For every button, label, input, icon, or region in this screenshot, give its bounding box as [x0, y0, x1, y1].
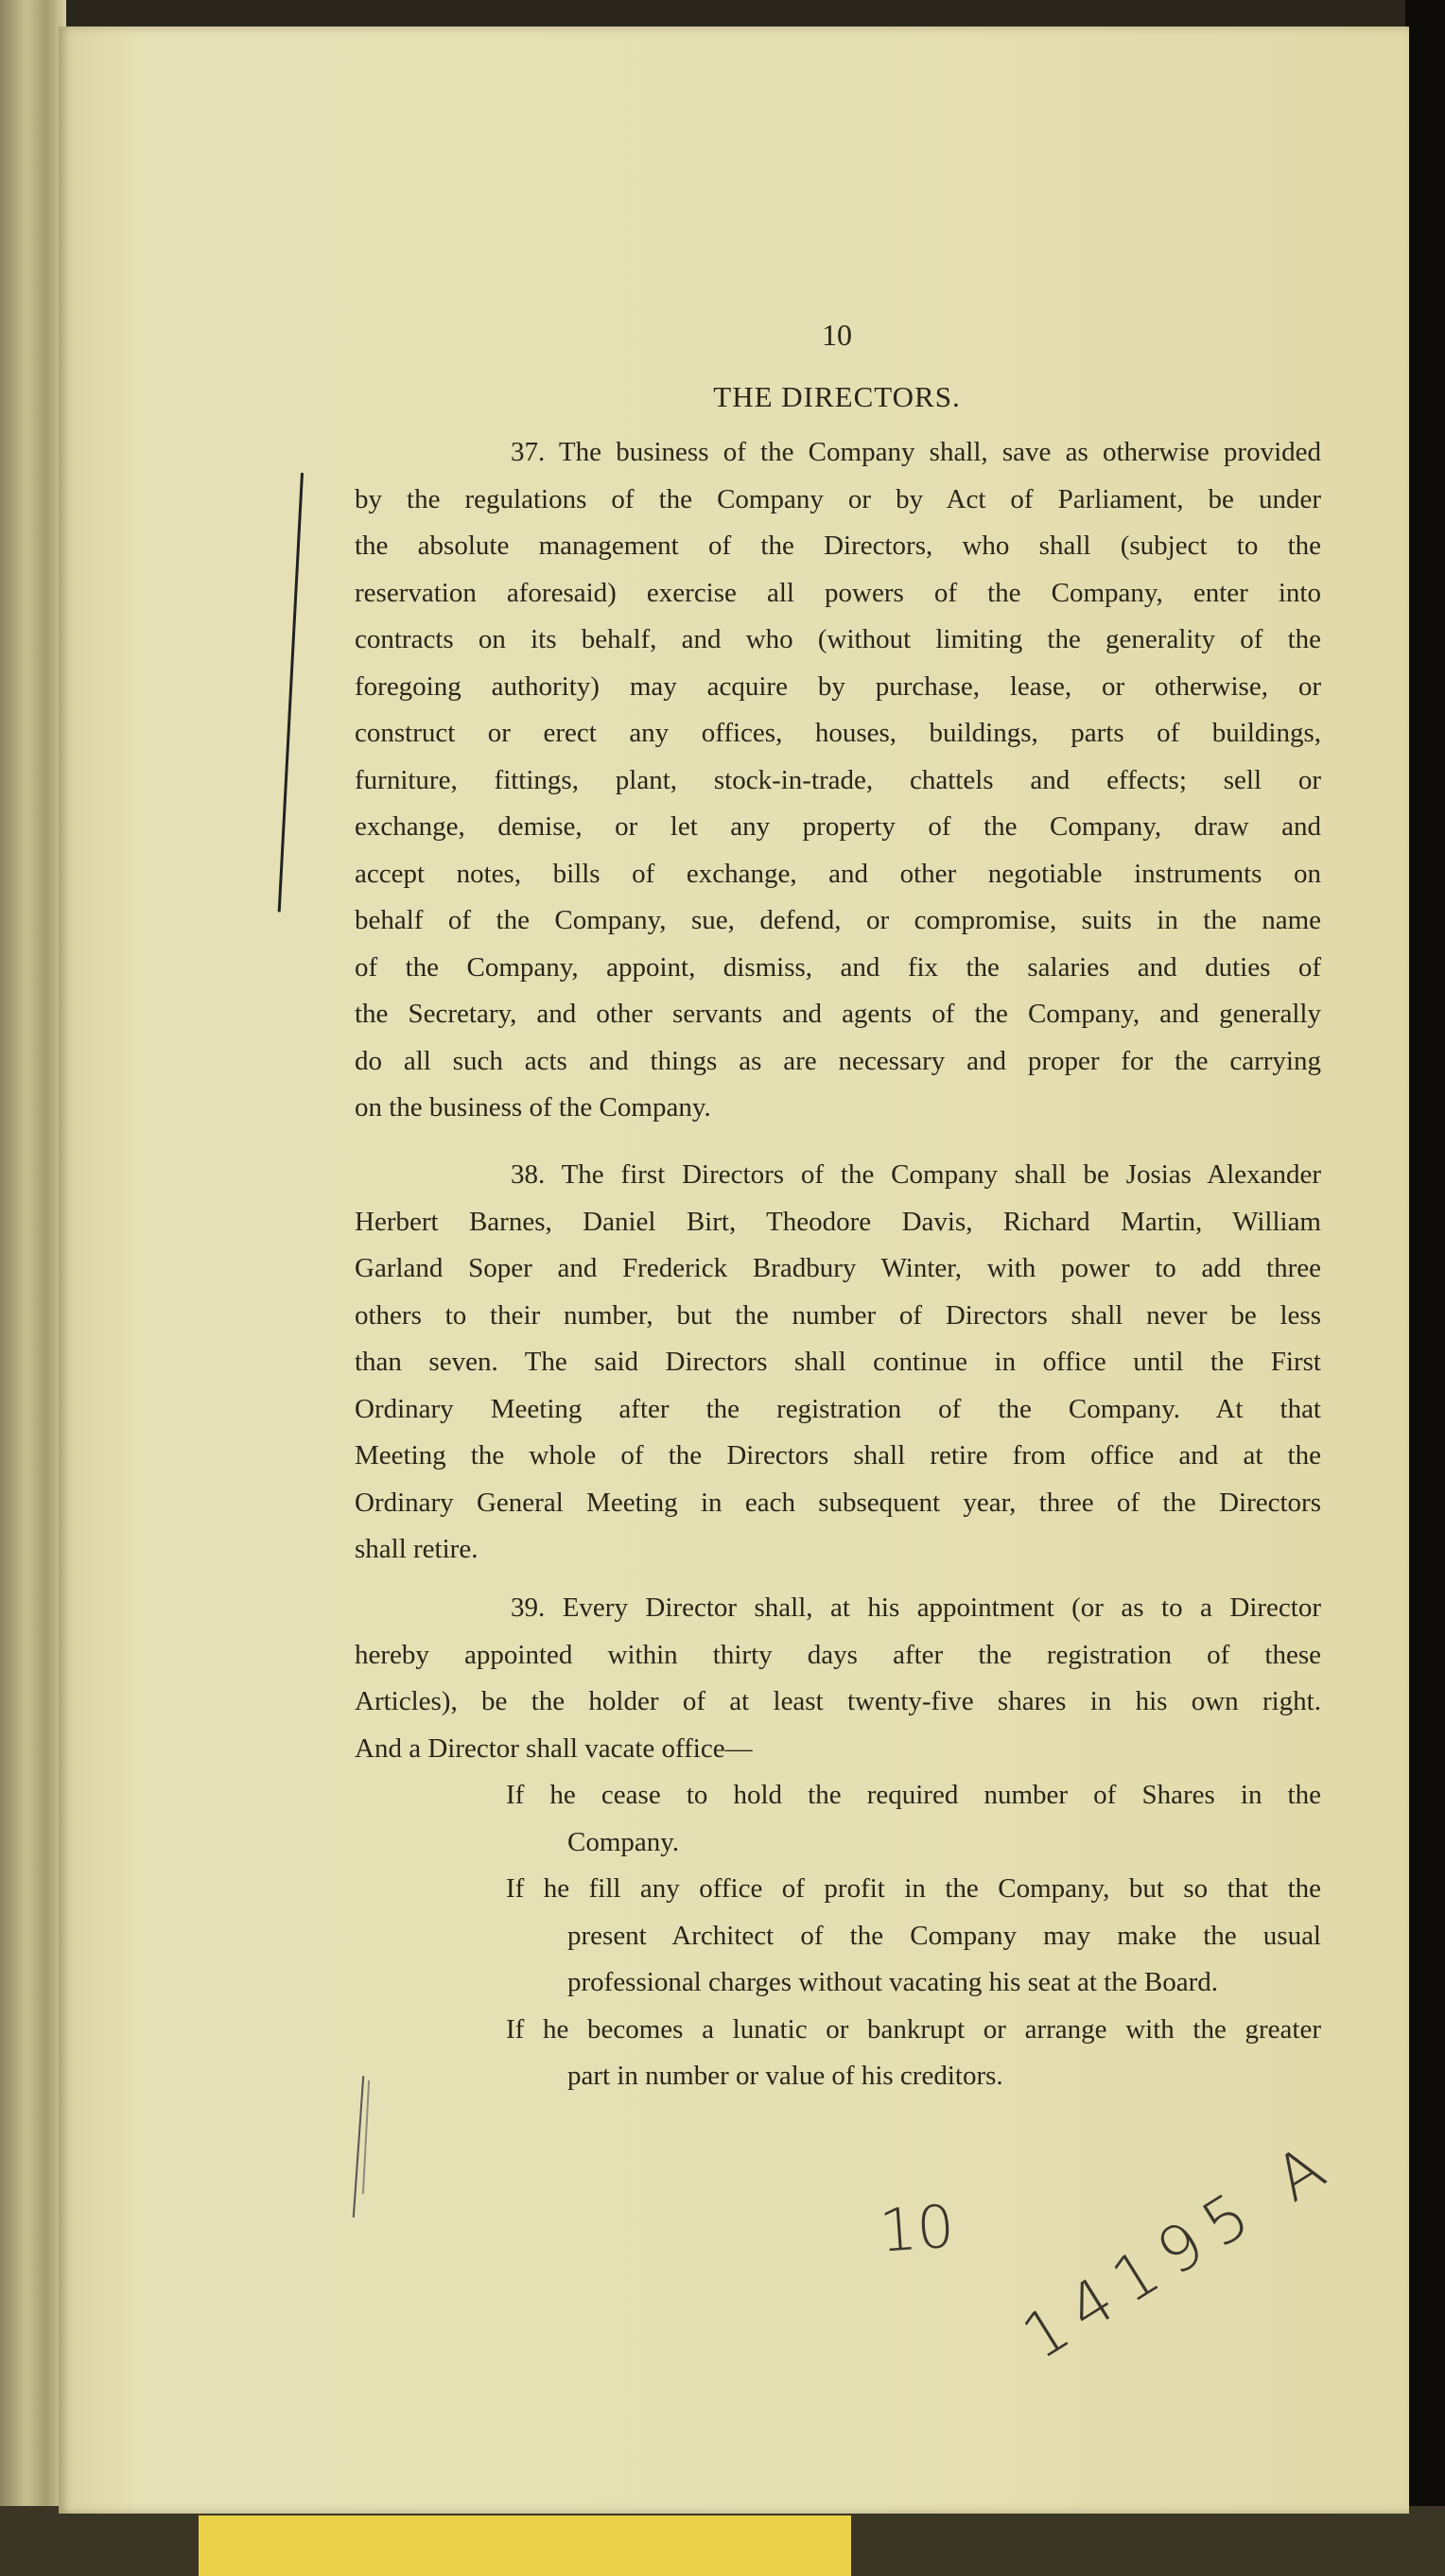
text-line: hereby appointed within thirty days after the registration of these: [355, 1639, 1321, 1670]
handwritten-folio: 10: [877, 2191, 957, 2266]
text-line: the Secretary, and other servants and agents of the Company, and generally: [355, 999, 1321, 1029]
text-line: part in number or value of his creditors.: [567, 2061, 1003, 2091]
text-line: 37. The business of the Company shall, save as otherwise provided: [511, 437, 1321, 467]
text-line: the absolute management of the Directors, who shall (subject to the: [355, 531, 1321, 561]
text-line: others to their number, but the number of Directors shall never be less: [355, 1299, 1321, 1331]
text-line: If he cease to hold the required number of Shares in the: [506, 1780, 1321, 1810]
text-line: 38. The first Directors of the Company shall be Josias Alexander: [511, 1159, 1321, 1190]
scan-background-edge: [1405, 0, 1445, 2576]
text-line: 39. Every Director shall, at his appointment (or as to a Director: [511, 1593, 1321, 1623]
vacate-condition-item: [355, 1866, 1321, 2007]
book-spine-edge: [0, 0, 66, 2576]
text-line: If he fill any office of profit in the Company, but so that the: [506, 1873, 1321, 1904]
text-line: contracts on its behalf, and who (without limiting the generality of the: [355, 624, 1321, 654]
text-line: Ordinary Meeting after the registration of the Company. At that: [355, 1393, 1321, 1424]
page-number: 10: [822, 318, 852, 352]
text-line: behalf of the Company, sue, defend, or compromise, suits in the name: [355, 905, 1321, 935]
paragraph-39: [355, 1585, 1321, 2100]
paragraph-37: [355, 429, 1321, 1132]
text-line: Garland Soper and Frederick Bradbury Winter, with power to add three: [355, 1253, 1321, 1283]
text-line: Articles), be the holder of at least twenty-five shares in his own right.: [355, 1686, 1321, 1716]
handwritten-reference: 14195 A: [1010, 2124, 1349, 2375]
text-line: foregoing authority) may acquire by purchase, lease, or otherwise, or: [355, 670, 1321, 702]
text-line: exchange, demise, or let any property of the Company, draw and: [355, 811, 1321, 842]
text-line: And a Director shall vacate office—: [355, 1732, 753, 1764]
text-line: of the Company, appoint, dismiss, and fix the salaries and duties of: [355, 951, 1321, 983]
text-line: than seven. The said Directors shall continue in office until the First: [355, 1347, 1321, 1377]
text-line: shall retire.: [355, 1534, 479, 1564]
text-line: construct or erect any offices, houses, buildings, parts of buildings,: [355, 718, 1321, 748]
text-line: professional charges without vacating his seat at the Board.: [567, 1967, 1219, 1997]
vacate-condition-item: [355, 1772, 1321, 1866]
text-line: If he becomes a lunatic or bankrupt or arrange with the greater: [506, 2013, 1321, 2045]
text-line: furniture, fittings, plant, stock-in-trade, chattels and effects; sell or: [355, 764, 1321, 795]
text-line: accept notes, bills of exchange, and other negotiable instruments on: [355, 858, 1321, 889]
text-line: by the regulations of the Company or by Act of Parliament, be under: [355, 483, 1321, 514]
text-line: on the business of the Company.: [355, 1092, 711, 1123]
text-line: present Architect of the Company may make the usual: [567, 1920, 1321, 1951]
text-line: reservation aforesaid) exercise all powers of the Company, enter into: [355, 577, 1321, 608]
text-line: Meeting the whole of the Directors shall retire from office and at the: [355, 1440, 1321, 1471]
paragraph-38: [355, 1152, 1321, 1574]
yellow-paper-tab: [199, 2515, 851, 2576]
text-line: Ordinary General Meeting in each subsequent year, three of the Directors: [355, 1487, 1321, 1518]
text-line: Herbert Barnes, Daniel Birt, Theodore Davis, Richard Martin, William: [355, 1206, 1321, 1237]
vacate-condition-item: [355, 2007, 1321, 2100]
text-line: Company.: [567, 1826, 680, 1857]
text-line: do all such acts and things as are necessary and proper for the carrying: [355, 1045, 1321, 1076]
section-heading: THE DIRECTORS.: [713, 380, 961, 413]
